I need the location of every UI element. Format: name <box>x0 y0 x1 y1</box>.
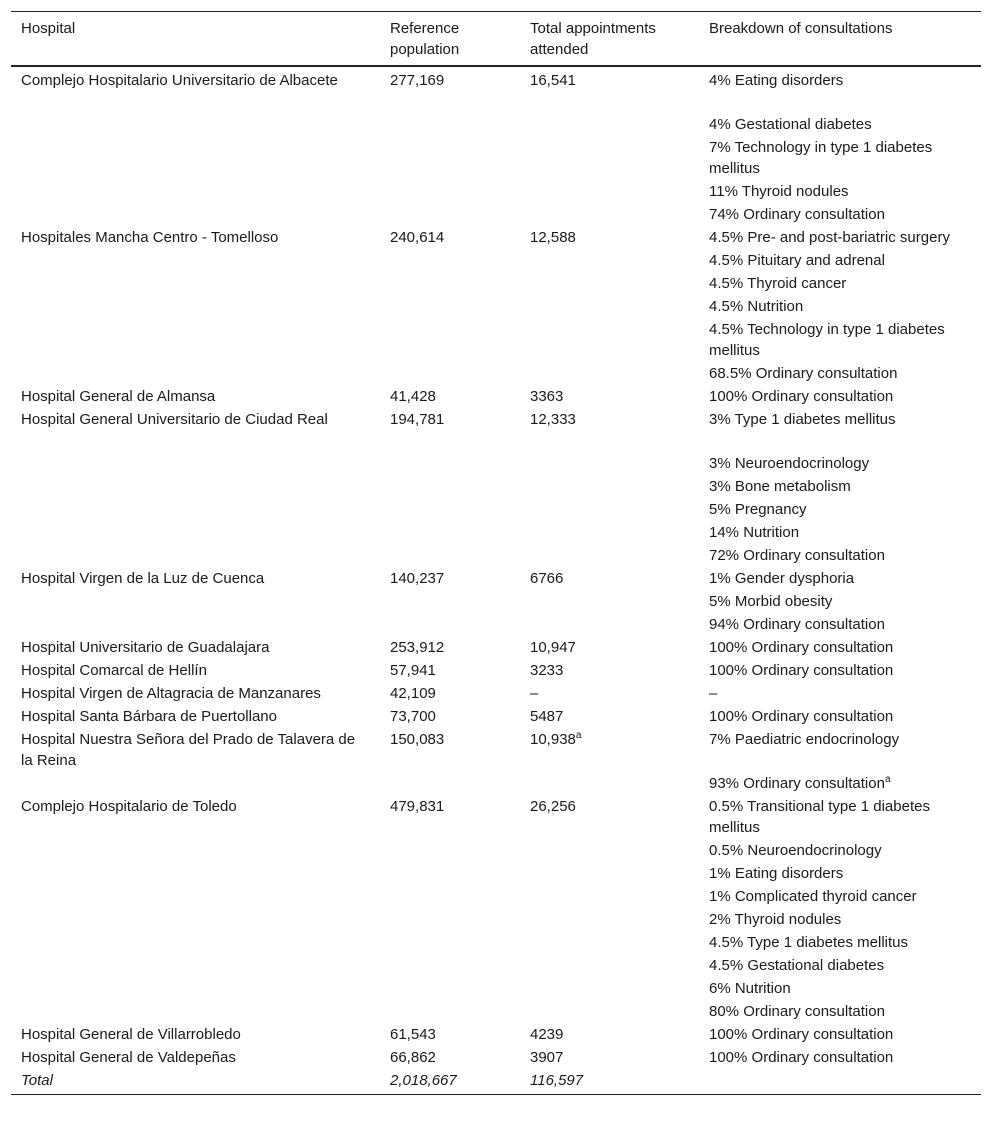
appointments-attended <box>520 408 699 567</box>
consultation-breakdown <box>699 659 981 682</box>
consultation-breakdown <box>699 226 981 385</box>
breakdown-item <box>709 363 971 384</box>
breakdown-item <box>709 683 971 704</box>
breakdown-text: 2% Thyroid nodules <box>709 911 842 928</box>
reference-population: 479,831 <box>390 798 445 815</box>
appointments-value: 12,588 <box>530 229 576 246</box>
header-breakdown: Breakdown of consultations <box>709 20 893 37</box>
hospital-name: Hospital General de Villarrobledo <box>21 1026 241 1043</box>
total-population: 2,018,667 <box>390 1072 457 1089</box>
breakdown-item <box>709 70 971 91</box>
table-row <box>11 659 981 682</box>
reference-population: 240,614 <box>390 229 445 246</box>
hospital-name: Hospitales Mancha Centro - Tomelloso <box>21 229 279 246</box>
breakdown-text: 4.5% Type 1 diabetes mellitus <box>709 934 909 951</box>
consultation-breakdown <box>699 385 981 408</box>
table-row <box>11 1023 981 1046</box>
breakdown-item <box>709 978 971 999</box>
breakdown-text: 3% Neuroendocrinology <box>709 455 870 472</box>
hospital-name: Hospital General de Almansa <box>21 388 216 405</box>
table-row <box>11 682 981 705</box>
header-hospital: Hospital <box>21 20 76 37</box>
breakdown-item <box>709 932 971 953</box>
breakdown-item <box>709 227 971 248</box>
breakdown-text: 7% Paediatric endocrinology <box>709 731 900 748</box>
breakdown-item <box>709 114 971 135</box>
breakdown-item <box>709 729 971 750</box>
table-row <box>11 408 981 567</box>
hospital-name: Hospital Virgen de Altagracia de Manzanares <box>21 685 321 702</box>
appointments-attended <box>520 636 699 659</box>
table-row <box>11 385 981 408</box>
breakdown-text: 4% Gestational diabetes <box>709 116 872 133</box>
breakdown-text: 74% Ordinary consultation <box>709 206 885 223</box>
table-row <box>11 636 981 659</box>
breakdown-item <box>709 137 971 179</box>
breakdown-item <box>709 706 971 727</box>
consultation-breakdown <box>699 636 981 659</box>
breakdown-item <box>709 863 971 884</box>
reference-population: 61,543 <box>390 1026 436 1043</box>
breakdown-text: – <box>709 685 718 702</box>
total-appointments: 116,597 <box>530 1072 584 1089</box>
breakdown-text: 4.5% Technology in type 1 diabetes mellitus <box>709 321 945 359</box>
reference-population: 277,169 <box>390 72 445 89</box>
breakdown-text: 100% Ordinary consultation <box>709 388 894 405</box>
breakdown-text: 100% Ordinary consultation <box>709 1026 894 1043</box>
consultation-breakdown <box>699 408 981 567</box>
breakdown-text: 3% Bone metabolism <box>709 478 851 495</box>
breakdown-item <box>709 773 971 794</box>
hospital-name: Hospital Universitario de Guadalajara <box>21 639 270 656</box>
breakdown-item <box>709 499 971 520</box>
hospital-name: Hospital General de Valdepeñas <box>21 1049 236 1066</box>
breakdown-item <box>709 614 971 635</box>
appointments-attended <box>520 385 699 408</box>
appointments-value: 3363 <box>530 388 564 405</box>
consultation-breakdown <box>699 682 981 705</box>
breakdown-text: 1% Gender dysphoria <box>709 570 855 587</box>
consultation-breakdown <box>699 705 981 728</box>
breakdown-text: 4.5% Pre- and post-bariatric surgery <box>709 229 950 246</box>
footnote-marker: a <box>575 730 582 741</box>
breakdown-text: 5% Morbid obesity <box>709 593 833 610</box>
consultation-breakdown <box>699 1046 981 1069</box>
appointments-attended <box>520 1023 699 1046</box>
header-total-appointments: Total appointments attended <box>530 20 656 58</box>
appointments-value: 10,938 <box>530 731 576 748</box>
hospital-consultations-table <box>11 11 981 1095</box>
header-row <box>11 12 981 67</box>
breakdown-item <box>709 1047 971 1068</box>
consultation-breakdown <box>699 1023 981 1046</box>
header-reference-population: Reference population <box>390 20 460 58</box>
breakdown-item <box>709 522 971 543</box>
breakdown-item <box>709 637 971 658</box>
breakdown-text: 7% Technology in type 1 diabetes mellitus <box>709 139 933 177</box>
consultation-breakdown <box>699 66 981 226</box>
breakdown-text: 4.5% Thyroid cancer <box>709 275 847 292</box>
appointments-value: – <box>530 685 539 702</box>
breakdown-item <box>709 840 971 861</box>
table-row <box>11 567 981 636</box>
table-row <box>11 66 981 226</box>
breakdown-text: 4.5% Nutrition <box>709 298 804 315</box>
footnote-marker: a <box>884 774 891 785</box>
hospital-name: Hospital Nuestra Señora del Prado de Talavera de la Reina <box>21 731 356 769</box>
breakdown-item <box>709 886 971 907</box>
reference-population: 140,237 <box>390 570 445 587</box>
hospital-name: Hospital Virgen de la Luz de Cuenca <box>21 570 265 587</box>
table-row <box>11 1046 981 1069</box>
breakdown-item <box>709 273 971 294</box>
breakdown-text: 5% Pregnancy <box>709 501 807 518</box>
appointments-attended <box>520 795 699 1023</box>
appointments-value: 16,541 <box>530 72 576 89</box>
breakdown-item <box>709 453 971 474</box>
breakdown-text: 6% Nutrition <box>709 980 791 997</box>
hospital-name: Hospital General Universitario de Ciudad Real <box>21 411 328 428</box>
appointments-attended <box>520 659 699 682</box>
reference-population: 150,083 <box>390 731 445 748</box>
appointments-value: 5487 <box>530 708 564 725</box>
table-body <box>11 66 981 1095</box>
table-header <box>11 12 981 67</box>
appointments-value: 12,333 <box>530 411 576 428</box>
breakdown-text: 100% Ordinary consultation <box>709 662 894 679</box>
breakdown-text: 0.5% Neuroendocrinology <box>709 842 882 859</box>
reference-population: 253,912 <box>390 639 445 656</box>
appointments-attended <box>520 705 699 728</box>
breakdown-text: 3% Type 1 diabetes mellitus <box>709 411 896 428</box>
hospital-name: Hospital Santa Bárbara de Puertollano <box>21 708 277 725</box>
consultation-breakdown <box>699 567 981 636</box>
appointments-attended <box>520 682 699 705</box>
breakdown-text: 0.5% Transitional type 1 diabetes mellitus <box>709 798 930 836</box>
appointments-value: 3233 <box>530 662 564 679</box>
appointments-value: 26,256 <box>530 798 576 815</box>
breakdown-item <box>709 250 971 271</box>
reference-population: 73,700 <box>390 708 436 725</box>
breakdown-text: 11% Thyroid nodules <box>709 183 849 200</box>
table-row <box>11 728 981 795</box>
breakdown-item <box>709 181 971 202</box>
appointments-value: 4239 <box>530 1026 564 1043</box>
appointments-value: 3907 <box>530 1049 564 1066</box>
table-container <box>11 11 981 1095</box>
reference-population: 57,941 <box>390 662 436 679</box>
breakdown-item <box>709 796 971 838</box>
breakdown-item <box>709 1024 971 1045</box>
breakdown-text: 1% Eating disorders <box>709 865 844 882</box>
breakdown-item <box>709 591 971 612</box>
breakdown-text: 100% Ordinary consultation <box>709 708 894 725</box>
breakdown-text: 1% Complicated thyroid cancer <box>709 888 917 905</box>
consultation-breakdown <box>699 795 981 1023</box>
breakdown-text: 14% Nutrition <box>709 524 800 541</box>
breakdown-item <box>709 660 971 681</box>
table-row <box>11 795 981 1023</box>
breakdown-item <box>709 296 971 317</box>
breakdown-item <box>709 545 971 566</box>
appointments-attended <box>520 1046 699 1069</box>
breakdown-text: 80% Ordinary consultation <box>709 1003 885 1020</box>
breakdown-text: 72% Ordinary consultation <box>709 547 885 564</box>
breakdown-item <box>709 476 971 497</box>
reference-population: 41,428 <box>390 388 436 405</box>
appointments-value: 6766 <box>530 570 564 587</box>
total-breakdown <box>699 1069 981 1095</box>
breakdown-item <box>709 1001 971 1022</box>
table-row <box>11 705 981 728</box>
breakdown-item <box>709 955 971 976</box>
reference-population: 42,109 <box>390 685 436 702</box>
appointments-value: 10,947 <box>530 639 576 656</box>
appointments-attended <box>520 66 699 226</box>
table-row <box>11 226 981 385</box>
breakdown-item <box>709 909 971 930</box>
breakdown-text: 4% Eating disorders <box>709 72 844 89</box>
breakdown-item <box>709 319 971 361</box>
breakdown-item <box>709 204 971 225</box>
breakdown-text: 93% Ordinary consultation <box>709 775 885 792</box>
breakdown-text: 68.5% Ordinary consultation <box>709 365 898 382</box>
breakdown-item <box>709 386 971 407</box>
consultation-breakdown <box>699 728 981 795</box>
breakdown-text: 4.5% Gestational diabetes <box>709 957 885 974</box>
appointments-attended <box>520 567 699 636</box>
total-label: Total <box>21 1072 53 1089</box>
hospital-name: Complejo Hospitalario de Toledo <box>21 798 237 815</box>
total-row <box>11 1069 981 1095</box>
breakdown-text: 94% Ordinary consultation <box>709 616 885 633</box>
breakdown-text: 100% Ordinary consultation <box>709 1049 894 1066</box>
breakdown-text: 100% Ordinary consultation <box>709 639 894 656</box>
hospital-name: Hospital Comarcal de Hellín <box>21 662 207 679</box>
reference-population: 66,862 <box>390 1049 436 1066</box>
hospital-name: Complejo Hospitalario Universitario de Albacete <box>21 72 338 89</box>
appointments-attended <box>520 226 699 385</box>
breakdown-item <box>709 409 971 430</box>
breakdown-item <box>709 568 971 589</box>
reference-population: 194,781 <box>390 411 445 428</box>
appointments-attended <box>520 728 699 795</box>
breakdown-text: 4.5% Pituitary and adrenal <box>709 252 885 269</box>
